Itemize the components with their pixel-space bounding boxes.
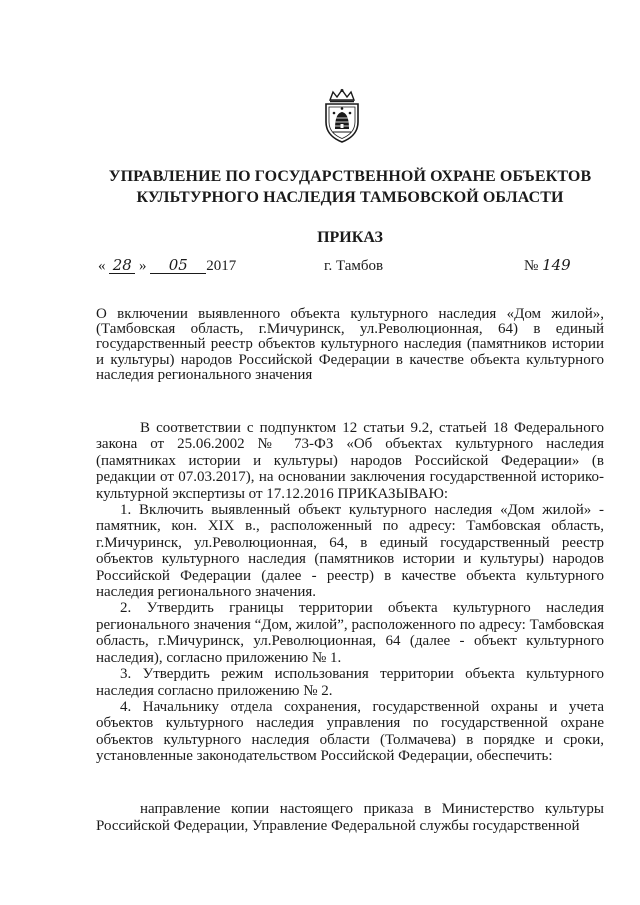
organization-title bbox=[60, 166, 640, 208]
organization-title-line-1: УПРАВЛЕНИЕ ПО ГОСУДАРСТВЕННОЙ ОХРАНЕ ОБЪЕКТОВ bbox=[108, 168, 592, 185]
document-type: ПРИКАЗ bbox=[317, 229, 383, 246]
body-paragraph-2: 2. Утвердить границы территории объекта культурного наследия регионального значения “Дом, жилой”, расположенного по адресу: Тамбовская область, г.Мичуринск, ул.Революционная, 64 (далее - объект культурного наследия), согласно приложению № 1. bbox=[96, 600, 604, 666]
number-value: 149 bbox=[542, 256, 571, 274]
quote-close: » bbox=[139, 258, 147, 274]
order-city: г. Тамбов bbox=[324, 258, 384, 274]
quote-open: « bbox=[98, 258, 106, 274]
order-tail bbox=[96, 801, 604, 835]
number-prefix: № bbox=[524, 258, 539, 274]
order-number bbox=[524, 258, 582, 275]
order-body bbox=[96, 420, 604, 765]
body-paragraph-preamble: В соответствии с подпунктом 12 статьи 9.2, статьей 18 Федерального закона от 25.06.2002 № 73-ФЗ «Об объектах культурного наследия (памятниках истории и культуры) народов Российской Федерации» (в редакции от 07.03.2017), на основании заключения государственной историко-культурной экспертизы от 17.12.2016 ПРИКАЗЫВАЮ: bbox=[96, 420, 604, 502]
tail-paragraph: направление копии настоящего приказа в Министерство культуры Российской Федерации, Управление Федеральной службы государственной bbox=[96, 801, 604, 834]
date-month: 05 bbox=[150, 258, 206, 274]
coat-of-arms-icon bbox=[318, 88, 366, 144]
date-year: 2017 bbox=[206, 258, 237, 274]
order-date bbox=[98, 258, 236, 275]
date-day: 28 bbox=[109, 258, 135, 274]
organization-title-line-2: КУЛЬТУРНОГО НАСЛЕДИЯ ТАМБОВСКОЙ ОБЛАСТИ bbox=[136, 189, 564, 206]
body-paragraph-3: 3. Утвердить режим использования территории объекта культурного наследия согласно приложению № 2. bbox=[96, 666, 604, 699]
order-subject: О включении выявленного объекта культурного наследия «Дом жилой», (Тамбовская область, г.Мичуринск, ул.Революционная, 64) в единый государственный реестр объектов культурного наследия (памятников истории и культуры) народов Российской Федерации в качестве объекта культурного наследия регионального значения bbox=[96, 306, 604, 383]
body-paragraph-1: 1. Включить выявленный объект культурного наследия «Дом жилой» - памятник, кон. XIX в., расположенный по адресу: Тамбовская область, г.Мичуринск, ул.Революционная, 64, в единый государственный реестр объектов культурного наследия (памятников истории и культуры) народов Российской Федерации (далее - реестр) в качестве объекта культурного наследия регионального значения. bbox=[96, 502, 604, 601]
body-paragraph-4: 4. Начальнику отдела сохранения, государственной охраны и учета объектов культурного наследия управления по государственной охране объектов культурного наследия области (Толмачева) в порядке и сроки, установленные законодательством Российской Федерации, обеспечить: bbox=[96, 698, 604, 765]
